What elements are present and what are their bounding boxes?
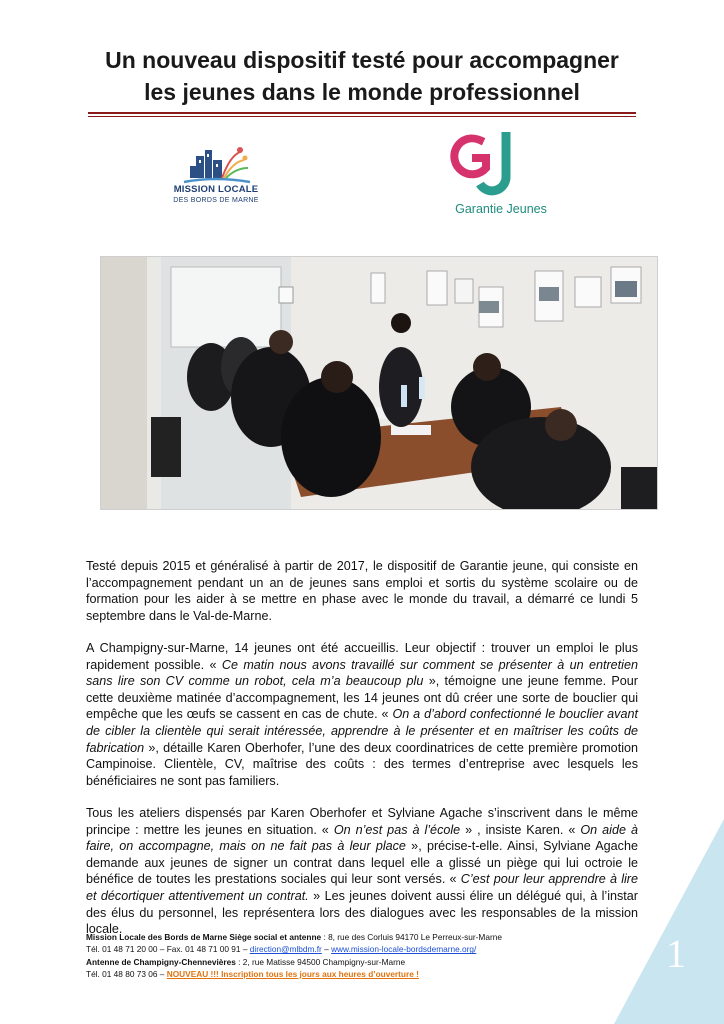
p2-quote-1: Ce matin nous avons travaillé sur comment se présenter à un entretien sans lire son CV comme un robot, cela m’a beaucoup plu (86, 657, 638, 689)
mission-locale-logo (170, 136, 260, 216)
gj-logo (450, 128, 530, 202)
garantie-jeunes-name: Garantie Jeunes (455, 202, 547, 216)
paragraph-3 (86, 805, 638, 938)
footer-line-1 (86, 931, 646, 943)
p3-quote-3: C’est pour leur apprendre à lire et décortiquer attentivement un contrat. (86, 872, 639, 903)
footer-line-4 (86, 968, 646, 980)
footer-hq-address: : 8, rue des Corluis 94170 Le Perreux-sur-Marne (321, 932, 502, 942)
paragraph-2 (86, 640, 638, 789)
p3-text-3: », précise-t-elle. Ainsi, Sylviane Agache demande aux jeunes de signer un contrat dans lequel elle a glissé un piège qui lui octroie le bénéfice de toutes les prestations sociales qui leur sont versés. « (86, 839, 638, 887)
footer-separator: – (321, 944, 332, 955)
footer-line-2 (86, 943, 646, 955)
title-divider-thin (88, 116, 636, 117)
page-number: 1 (666, 931, 686, 976)
mission-locale-name: MISSION LOCALE (173, 184, 259, 195)
footer-antenna-name: Antenne de Champigny-Chennevières (86, 956, 236, 967)
footer-line-3 (86, 956, 646, 968)
page-title (40, 44, 684, 108)
title-line-1: Un nouveau dispositif testé pour accompagner (105, 47, 619, 73)
footer-notice: NOUVEAU !!! Inscription tous les jours aux heures d’ouverture ! (166, 968, 419, 979)
p3-text-1: Tous les ateliers dispensés par Karen Oberhofer et Sylviane Agache s’inscrivent dans le même principe : mettre les jeunes en situation. « (86, 806, 638, 837)
paragraph-champigny (86, 640, 638, 789)
footer-website-link[interactable]: www.mission-locale-bordsdemarne.org/ (331, 944, 477, 955)
footer-antenna-address: : 2, rue Matisse 94500 Champigny-sur-Marne (235, 956, 406, 967)
p3-quote-1: On n’est pas à l’école (333, 822, 461, 837)
p3-quote-2: On aide à faire, on accompagne, mais on ne fait pas à leur place (86, 822, 638, 854)
footer-email-link[interactable]: direction@mlbdm.fr (249, 944, 322, 955)
footer-hq-name: Mission Locale des Bords de Marne Siège social et antenne (86, 932, 322, 942)
title-divider (88, 112, 636, 114)
group-meeting-photo (100, 256, 658, 510)
footer-antenna-phone: Tél. 01 48 80 73 06 – (86, 968, 167, 979)
footer (86, 931, 646, 980)
paragraph-1-text: Testé depuis 2015 et généralisé à partir de 2017, le dispositif de Garantie jeune, qui consiste en l’accompagnement pendant un an de jeunes sans emploi et sortis du système scolaire ou de formation pour les aider à se mettre en phase avec le monde du travail, a démarré ce lundi 5 septembre dans le Val-de-Marne. (86, 559, 638, 623)
p2-text-1: A Champigny-sur-Marne, 14 jeunes ont été accueillis. Leur objectif : trouver un emploi le plus rapidement possible. « (86, 641, 638, 672)
corner-decoration (614, 819, 724, 1024)
mission-locale-subtitle: DES BORDS DE MARNE (173, 197, 259, 204)
title-line-2: les jeunes dans le monde professionnel (144, 79, 580, 105)
paragraph-intro (86, 558, 638, 624)
p3-text-4: » Les jeunes doivent aussi élire un délégué qui, à l’instar des élus du personnel, les représentera lors des dialogues avec les responsables de la mission locale. (86, 888, 639, 937)
p2-text-3: », détaille Karen Oberhofer, l’une des deux coordinatrices de cette première promotion Campinoise. Clientèle, CV, maîtrise des coûts : des termes d’entreprise avec lesquels les bénéficiaires ne sont pas familiers. (86, 740, 638, 788)
paragraph-ateliers (86, 805, 638, 938)
p2-quote-2: On a d’abord confectionné le bouclier avant de cibler la clientèle qui serait intéressée, apprendre à le présenter et en maîtriser les coûts de fabrication (86, 707, 638, 755)
footer-phone-fax: Tél. 01 48 71 20 00 – Fax. 01 48 71 00 91 – (86, 944, 250, 955)
p2-text-2: », témoigne une jeune femme. Pour cette deuxième matinée d’accompagnement, les 14 jeunes ont dû créer une sorte de bouclier qui empêche que les œufs se cassent en cas de chute. « (86, 674, 638, 722)
p3-text-2: » , insiste Karen. « (460, 822, 581, 837)
